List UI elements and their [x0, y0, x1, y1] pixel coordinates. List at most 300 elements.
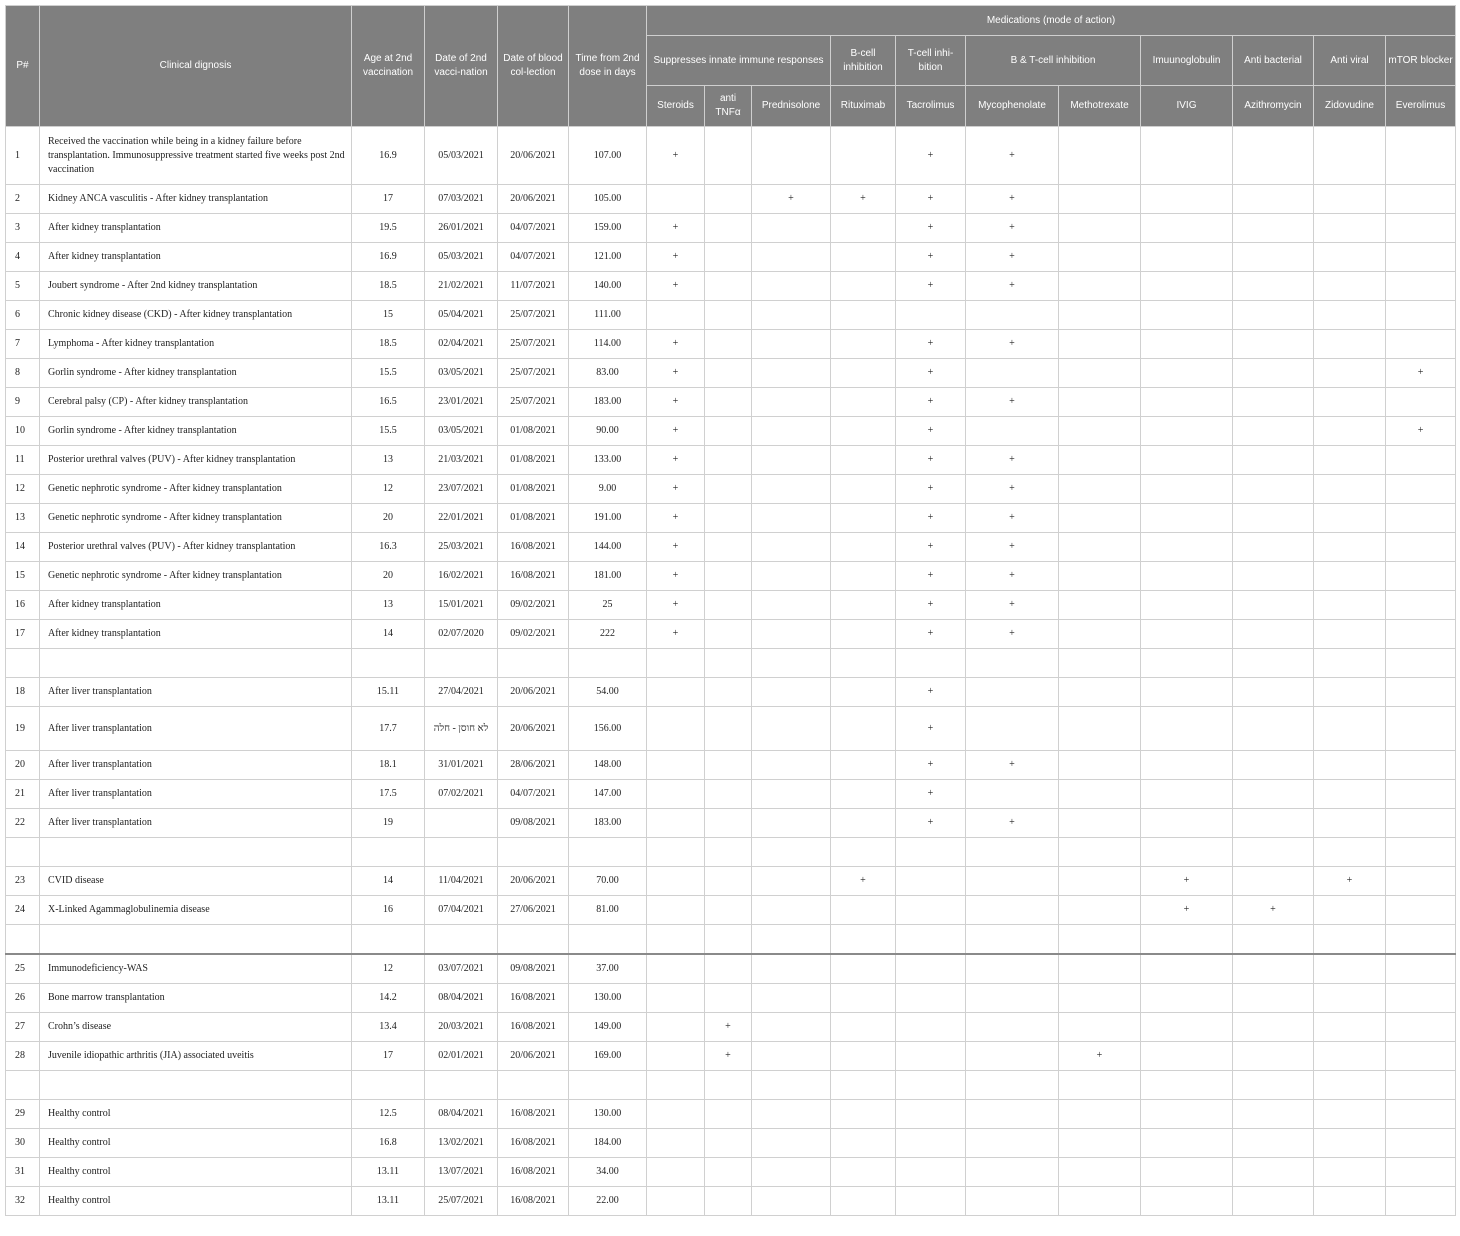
empty-cell [966, 649, 1059, 678]
table-row [6, 272, 1456, 301]
medication-cell [1059, 896, 1141, 925]
medication-cell [647, 867, 705, 896]
medication-cell [831, 780, 896, 809]
table-row [6, 809, 1456, 838]
medication-cell [1233, 591, 1314, 620]
group-header-b-cell: B-cell inhibition [831, 36, 896, 86]
medication-cell [1141, 301, 1233, 330]
medication-cell [752, 301, 831, 330]
medication-cell [705, 272, 752, 301]
medication-cell [1314, 533, 1386, 562]
date-blood-collection: 16/08/2021 [498, 984, 569, 1013]
patient-number: 19 [6, 707, 40, 751]
empty-cell [1233, 925, 1314, 955]
medication-cell [1314, 678, 1386, 707]
medication-cell [1314, 243, 1386, 272]
medication-cell [1314, 185, 1386, 214]
medication-cell [752, 1129, 831, 1158]
medication-cell: + [966, 562, 1059, 591]
medication-cell [647, 1129, 705, 1158]
medication-cell: + [896, 214, 966, 243]
medication-cell [647, 984, 705, 1013]
empty-cell [40, 1071, 352, 1100]
medication-cell [896, 1187, 966, 1216]
empty-cell [896, 649, 966, 678]
medication-cell [1314, 809, 1386, 838]
medication-cell [1233, 751, 1314, 780]
medication-cell [647, 896, 705, 925]
medication-cell [1141, 359, 1233, 388]
medication-cell [1059, 446, 1141, 475]
medication-cell [705, 388, 752, 417]
patient-number: 28 [6, 1042, 40, 1071]
table-row [6, 896, 1456, 925]
medication-cell [1233, 1129, 1314, 1158]
medication-cell [705, 214, 752, 243]
medication-cell [752, 678, 831, 707]
date-2nd-vaccination: 26/01/2021 [425, 214, 498, 243]
date-2nd-vaccination: 05/03/2021 [425, 127, 498, 185]
empty-cell [498, 1071, 569, 1100]
medication-cell [831, 214, 896, 243]
medication-cell: + [966, 446, 1059, 475]
date-blood-collection: 04/07/2021 [498, 243, 569, 272]
medication-cell [831, 751, 896, 780]
medication-cell [1314, 620, 1386, 649]
empty-cell [1386, 1071, 1456, 1100]
medication-cell [831, 1042, 896, 1071]
medication-cell [1386, 780, 1456, 809]
medication-cell [1314, 214, 1386, 243]
medication-cell [966, 417, 1059, 446]
date-2nd-vaccination: 23/07/2021 [425, 475, 498, 504]
medication-cell [752, 562, 831, 591]
col-header-date-2nd-vaccination: Date of 2nd vacci-nation [425, 6, 498, 127]
clinical-diagnosis: Genetic nephrotic syndrome - After kidney transplantation [40, 475, 352, 504]
medication-cell: + [647, 330, 705, 359]
medication-cell [1233, 809, 1314, 838]
medication-cell [1233, 678, 1314, 707]
patient-number: 6 [6, 301, 40, 330]
medication-cell [705, 301, 752, 330]
medication-cell [831, 562, 896, 591]
date-blood-collection: 25/07/2021 [498, 388, 569, 417]
medication-cell [1233, 867, 1314, 896]
medication-cell [831, 330, 896, 359]
medication-cell [1386, 751, 1456, 780]
empty-cell [1141, 925, 1233, 955]
age-at-vaccination: 18.1 [352, 751, 425, 780]
medication-cell [1233, 214, 1314, 243]
clinical-diagnosis: X-Linked Agammaglobulinemia disease [40, 896, 352, 925]
date-2nd-vaccination: 23/01/2021 [425, 388, 498, 417]
medication-cell [1314, 707, 1386, 751]
patient-number: 25 [6, 954, 40, 984]
medication-cell: + [966, 809, 1059, 838]
age-at-vaccination: 17.7 [352, 707, 425, 751]
medication-cell [1233, 243, 1314, 272]
medication-cell [1386, 504, 1456, 533]
medication-cell [831, 591, 896, 620]
empty-cell [831, 649, 896, 678]
medication-cell [705, 867, 752, 896]
patient-number: 30 [6, 1129, 40, 1158]
medication-cell: + [896, 707, 966, 751]
medication-cell [1141, 446, 1233, 475]
empty-cell [352, 925, 425, 955]
medications-table [5, 5, 1456, 1216]
empty-cell [425, 838, 498, 867]
medication-cell [647, 954, 705, 984]
date-blood-collection: 04/07/2021 [498, 214, 569, 243]
patient-number: 32 [6, 1187, 40, 1216]
empty-cell [6, 649, 40, 678]
medication-cell [1233, 984, 1314, 1013]
medication-cell [1314, 272, 1386, 301]
medication-cell [966, 1158, 1059, 1187]
clinical-diagnosis: CVID disease [40, 867, 352, 896]
medication-cell [1059, 1129, 1141, 1158]
patient-number: 9 [6, 388, 40, 417]
medication-cell [752, 751, 831, 780]
age-at-vaccination: 13 [352, 446, 425, 475]
empty-cell [352, 649, 425, 678]
medication-cell [1233, 1187, 1314, 1216]
medication-cell [1059, 504, 1141, 533]
group-header-b-t-cell: B & T-cell inhibition [966, 36, 1141, 86]
medication-cell [1314, 780, 1386, 809]
age-at-vaccination: 16 [352, 896, 425, 925]
empty-cell [647, 925, 705, 955]
empty-cell [569, 1071, 647, 1100]
table-row [6, 954, 1456, 984]
empty-cell [352, 838, 425, 867]
clinical-diagnosis: Healthy control [40, 1100, 352, 1129]
medication-cell [896, 984, 966, 1013]
medication-cell [1314, 504, 1386, 533]
medication-cell [1386, 475, 1456, 504]
empty-cell [569, 925, 647, 955]
medication-cell [705, 1187, 752, 1216]
medication-cell [1386, 185, 1456, 214]
patient-number: 14 [6, 533, 40, 562]
time-from-dose: 70.00 [569, 867, 647, 896]
empty-cell [831, 1071, 896, 1100]
medication-cell [1386, 984, 1456, 1013]
empty-cell [425, 1071, 498, 1100]
medication-cell: + [1314, 867, 1386, 896]
medication-cell [1314, 562, 1386, 591]
clinical-diagnosis: After liver transplantation [40, 707, 352, 751]
medication-cell [1386, 127, 1456, 185]
time-from-dose: 111.00 [569, 301, 647, 330]
empty-cell [6, 838, 40, 867]
medication-cell: + [896, 272, 966, 301]
medication-cell [752, 504, 831, 533]
time-from-dose: 159.00 [569, 214, 647, 243]
time-from-dose: 191.00 [569, 504, 647, 533]
clinical-diagnosis: Lymphoma - After kidney transplantation [40, 330, 352, 359]
medication-cell [831, 1100, 896, 1129]
clinical-diagnosis: After liver transplantation [40, 751, 352, 780]
date-blood-collection: 09/02/2021 [498, 591, 569, 620]
medication-cell [1233, 1013, 1314, 1042]
age-at-vaccination: 18.5 [352, 330, 425, 359]
patient-number: 4 [6, 243, 40, 272]
medication-cell [1059, 243, 1141, 272]
medication-cell: + [896, 809, 966, 838]
time-from-dose: 184.00 [569, 1129, 647, 1158]
medication-cell [966, 678, 1059, 707]
medication-cell [752, 1158, 831, 1187]
medication-cell [1386, 1042, 1456, 1071]
patient-number: 12 [6, 475, 40, 504]
medication-cell: + [896, 562, 966, 591]
age-at-vaccination: 15.5 [352, 359, 425, 388]
date-blood-collection: 20/06/2021 [498, 678, 569, 707]
table-container [5, 5, 1456, 1216]
medication-cell [705, 1100, 752, 1129]
date-blood-collection: 28/06/2021 [498, 751, 569, 780]
medication-cell [1386, 214, 1456, 243]
medication-cell: + [1141, 867, 1233, 896]
drug-header: Methotrexate [1059, 86, 1141, 127]
medication-cell [1386, 562, 1456, 591]
medication-cell: + [966, 475, 1059, 504]
age-at-vaccination: 13 [352, 591, 425, 620]
medication-cell [1314, 751, 1386, 780]
age-at-vaccination: 20 [352, 504, 425, 533]
medication-cell: + [705, 1013, 752, 1042]
age-at-vaccination: 12.5 [352, 1100, 425, 1129]
table-row [6, 1042, 1456, 1071]
medication-cell [1059, 185, 1141, 214]
medication-cell: + [647, 388, 705, 417]
age-at-vaccination: 17 [352, 1042, 425, 1071]
table-row [6, 1129, 1456, 1158]
medication-cell [752, 272, 831, 301]
medication-cell [752, 330, 831, 359]
clinical-diagnosis: After kidney transplantation [40, 620, 352, 649]
medication-cell [1059, 1013, 1141, 1042]
time-from-dose: 169.00 [569, 1042, 647, 1071]
table-body [6, 127, 1456, 1216]
age-at-vaccination: 16.5 [352, 388, 425, 417]
empty-cell [1386, 838, 1456, 867]
patient-number: 26 [6, 984, 40, 1013]
medication-cell [752, 533, 831, 562]
medication-cell [966, 1129, 1059, 1158]
drug-header: IVIG [1141, 86, 1233, 127]
medication-cell [1141, 1100, 1233, 1129]
date-blood-collection: 09/02/2021 [498, 620, 569, 649]
age-at-vaccination: 12 [352, 475, 425, 504]
medication-cell [647, 1158, 705, 1187]
clinical-diagnosis: Healthy control [40, 1129, 352, 1158]
clinical-diagnosis: Genetic nephrotic syndrome - After kidney transplantation [40, 504, 352, 533]
date-blood-collection: 16/08/2021 [498, 1129, 569, 1158]
date-blood-collection: 25/07/2021 [498, 359, 569, 388]
medication-cell [1233, 446, 1314, 475]
medication-cell [896, 1129, 966, 1158]
medication-cell [705, 707, 752, 751]
medication-cell [705, 417, 752, 446]
medication-cell [831, 678, 896, 707]
empty-cell [40, 925, 352, 955]
medication-cell [752, 475, 831, 504]
date-2nd-vaccination: 08/04/2021 [425, 984, 498, 1013]
medication-cell [1233, 1042, 1314, 1071]
medication-cell: + [647, 504, 705, 533]
medication-cell: + [966, 751, 1059, 780]
medication-cell: + [896, 359, 966, 388]
medication-cell: + [647, 243, 705, 272]
medication-cell: + [647, 562, 705, 591]
clinical-diagnosis: Joubert syndrome - After 2nd kidney transplantation [40, 272, 352, 301]
medication-cell: + [1059, 1042, 1141, 1071]
medication-cell [1233, 127, 1314, 185]
medication-cell: + [966, 243, 1059, 272]
medication-cell [1386, 707, 1456, 751]
patient-number: 10 [6, 417, 40, 446]
date-blood-collection: 04/07/2021 [498, 780, 569, 809]
medication-cell: + [647, 272, 705, 301]
medication-cell [1141, 984, 1233, 1013]
time-from-dose: 222 [569, 620, 647, 649]
medication-cell [1314, 1129, 1386, 1158]
clinical-diagnosis: Chronic kidney disease (CKD) - After kidney transplantation [40, 301, 352, 330]
medication-cell [896, 954, 966, 984]
medication-cell [705, 984, 752, 1013]
age-at-vaccination: 12 [352, 954, 425, 984]
date-blood-collection: 20/06/2021 [498, 185, 569, 214]
time-from-dose: 133.00 [569, 446, 647, 475]
empty-cell [6, 925, 40, 955]
date-blood-collection: 01/08/2021 [498, 446, 569, 475]
empty-cell [831, 925, 896, 955]
date-2nd-vaccination: 11/04/2021 [425, 867, 498, 896]
empty-cell [705, 838, 752, 867]
medication-cell [831, 1013, 896, 1042]
medication-cell [705, 809, 752, 838]
patient-number: 24 [6, 896, 40, 925]
medication-cell: + [647, 446, 705, 475]
time-from-dose: 9.00 [569, 475, 647, 504]
empty-cell [1314, 649, 1386, 678]
medication-cell [1386, 301, 1456, 330]
table-row [6, 243, 1456, 272]
medication-cell [1059, 984, 1141, 1013]
medication-cell [1141, 1158, 1233, 1187]
group-header-immunoglobulin: Imuunoglobulin [1141, 36, 1233, 86]
medication-cell [1141, 1042, 1233, 1071]
clinical-diagnosis: Gorlin syndrome - After kidney transplantation [40, 417, 352, 446]
time-from-dose: 183.00 [569, 809, 647, 838]
medication-cell [752, 388, 831, 417]
medication-cell [831, 896, 896, 925]
age-at-vaccination: 16.9 [352, 127, 425, 185]
medication-cell [752, 1042, 831, 1071]
medication-cell: + [966, 504, 1059, 533]
medication-cell [1386, 1187, 1456, 1216]
empty-cell [352, 1071, 425, 1100]
date-blood-collection: 27/06/2021 [498, 896, 569, 925]
medication-cell [1233, 707, 1314, 751]
medication-cell [1141, 243, 1233, 272]
date-2nd-vaccination: 03/05/2021 [425, 417, 498, 446]
medication-cell [1314, 330, 1386, 359]
time-from-dose: 183.00 [569, 388, 647, 417]
medication-cell [1314, 591, 1386, 620]
medication-cell [831, 533, 896, 562]
medication-cell [1314, 417, 1386, 446]
empty-cell [6, 1071, 40, 1100]
empty-cell [896, 1071, 966, 1100]
medication-cell [1233, 185, 1314, 214]
date-2nd-vaccination: 02/07/2020 [425, 620, 498, 649]
empty-cell [705, 649, 752, 678]
patient-number: 2 [6, 185, 40, 214]
clinical-diagnosis: Immunodeficiency-WAS [40, 954, 352, 984]
medication-cell [1233, 388, 1314, 417]
patient-number: 8 [6, 359, 40, 388]
medication-cell [896, 1100, 966, 1129]
medication-cell [752, 243, 831, 272]
table-row [6, 1013, 1456, 1042]
medication-cell: + [647, 417, 705, 446]
empty-cell [1233, 649, 1314, 678]
date-blood-collection: 20/06/2021 [498, 127, 569, 185]
medication-cell [705, 896, 752, 925]
medication-cell [966, 867, 1059, 896]
medication-cell [1233, 301, 1314, 330]
table-row [6, 620, 1456, 649]
medication-cell [1059, 475, 1141, 504]
empty-cell [647, 838, 705, 867]
medication-cell [1233, 475, 1314, 504]
drug-header: Rituximab [831, 86, 896, 127]
date-blood-collection: 20/06/2021 [498, 707, 569, 751]
medication-cell: + [896, 751, 966, 780]
time-from-dose: 107.00 [569, 127, 647, 185]
empty-cell [705, 1071, 752, 1100]
empty-cell [1059, 838, 1141, 867]
medication-cell [1141, 591, 1233, 620]
medication-cell [752, 591, 831, 620]
date-blood-collection: 20/06/2021 [498, 867, 569, 896]
date-2nd-vaccination: 05/04/2021 [425, 301, 498, 330]
medication-cell [752, 1100, 831, 1129]
time-from-dose: 181.00 [569, 562, 647, 591]
medication-cell [1314, 1100, 1386, 1129]
table-row [6, 562, 1456, 591]
empty-cell [1059, 925, 1141, 955]
medication-cell [896, 1013, 966, 1042]
time-from-dose: 121.00 [569, 243, 647, 272]
medication-cell [1233, 1158, 1314, 1187]
medication-cell [1141, 562, 1233, 591]
date-2nd-vaccination: 13/02/2021 [425, 1129, 498, 1158]
patient-number: 16 [6, 591, 40, 620]
medication-cell [831, 984, 896, 1013]
time-from-dose: 37.00 [569, 954, 647, 984]
date-blood-collection: 16/08/2021 [498, 1187, 569, 1216]
medication-cell [831, 127, 896, 185]
date-blood-collection: 01/08/2021 [498, 504, 569, 533]
table-row [6, 388, 1456, 417]
medication-cell [705, 504, 752, 533]
time-from-dose: 105.00 [569, 185, 647, 214]
